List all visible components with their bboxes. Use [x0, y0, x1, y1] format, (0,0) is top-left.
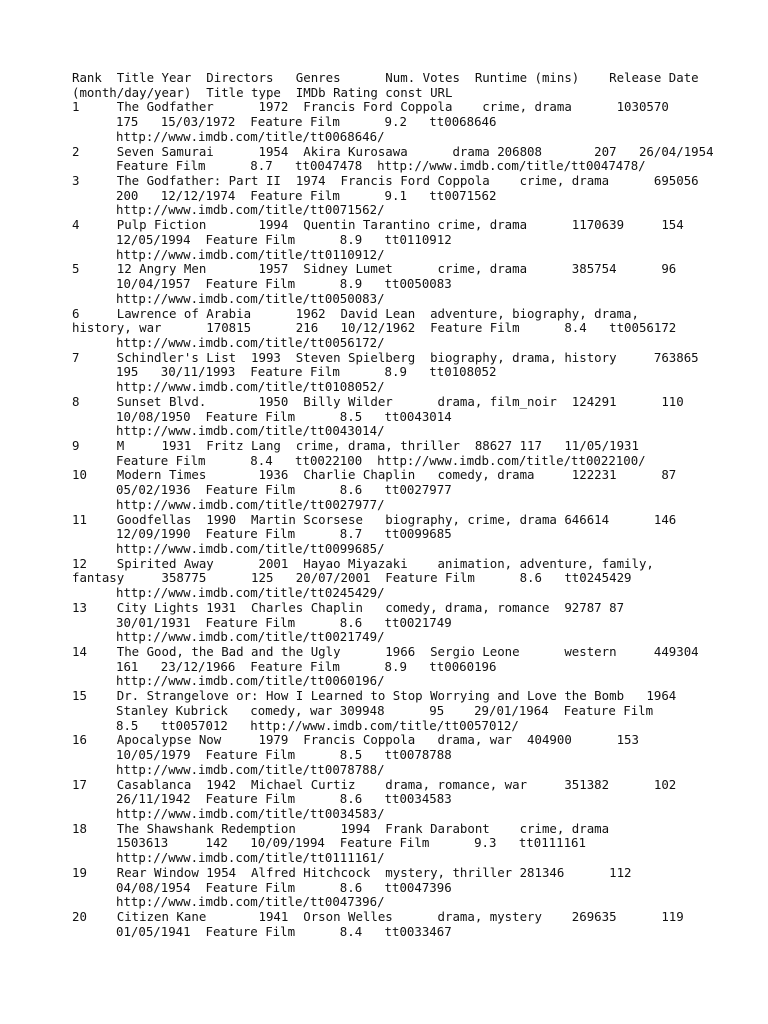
film-record: [72, 689, 712, 733]
header-line: Rank Title Year Directors Genres Num. Votes Runtime (mins) Release Date: [72, 70, 699, 85]
record-line: 12/09/1990 Feature Film 8.7 tt0099685: [116, 526, 452, 542]
record-line: 6 Lawrence of Arabia 1962 David Lean adventure, biography, drama,: [72, 305, 639, 321]
record-line: 1503613 142 10/09/1994 Feature Film 9.3 tt0111161: [116, 835, 586, 851]
film-record: [72, 778, 712, 822]
record-line: http://www.imdb.com/title/tt0043014/: [116, 423, 385, 439]
record-line: 12/05/1994 Feature Film 8.9 tt0110912: [116, 231, 452, 247]
record-line: http://www.imdb.com/title/tt0068646/: [116, 128, 385, 144]
record-line: 26/11/1942 Feature Film 8.6 tt0034583: [116, 791, 452, 807]
record-line: 14 The Good, the Bad and the Ugly 1966 Sergio Leone western 449304: [72, 644, 699, 660]
record-line: 8.5 tt0057012 http://www.imdb.com/title/tt0057012/: [116, 717, 519, 733]
record-line: http://www.imdb.com/title/tt0047396/: [116, 894, 385, 910]
record-line: 13 City Lights 1931 Charles Chaplin comedy, drama, romance 92787 87: [72, 599, 625, 615]
film-record: [72, 307, 712, 351]
record-line: fantasy 358775 125 20/07/2001 Feature Film 8.6 tt0245429: [72, 570, 632, 586]
record-line: 12 Spirited Away 2001 Hayao Miyazaki animation, adventure, family,: [72, 555, 654, 571]
record-line: 18 The Shawshank Redemption 1994 Frank Darabont crime, drama: [72, 820, 610, 836]
film-record: [72, 733, 712, 777]
record-line: 30/01/1931 Feature Film 8.6 tt0021749: [116, 614, 452, 630]
record-line: 11 Goodfellas 1990 Martin Scorsese biography, crime, drama 646614 146: [72, 511, 677, 527]
record-line: http://www.imdb.com/title/tt0071562/: [116, 202, 385, 218]
record-line: 1 The Godfather 1972 Francis Ford Coppola crime, drama 1030570: [72, 99, 669, 115]
record-line: 16 Apocalypse Now 1979 Francis Coppola drama, war 404900 153: [72, 732, 639, 748]
record-line: 8 Sunset Blvd. 1950 Billy Wilder drama, film_noir 124291 110: [72, 393, 684, 409]
record-line: 10/04/1957 Feature Film 8.9 tt0050083: [116, 276, 452, 292]
film-record: [72, 395, 712, 439]
film-record: [72, 439, 712, 468]
film-record: [72, 645, 712, 689]
records-list: [72, 100, 712, 939]
record-line: http://www.imdb.com/title/tt0021749/: [116, 629, 385, 645]
film-record: [72, 557, 712, 601]
film-record: [72, 513, 712, 557]
record-line: http://www.imdb.com/title/tt0078788/: [116, 761, 385, 777]
film-record: [72, 218, 712, 262]
film-record: [72, 822, 712, 866]
record-line: 15 Dr. Strangelove or: How I Learned to Stop Worrying and Love the Bomb 1964: [72, 688, 677, 704]
header-line: (month/day/year) Title type IMDb Rating const URL: [72, 84, 453, 100]
record-line: 175 15/03/1972 Feature Film 9.2 tt0068646: [116, 114, 497, 130]
record-line: 10 Modern Times 1936 Charlie Chaplin comedy, drama 122231 87: [72, 467, 677, 483]
record-line: 2 Seven Samurai 1954 Akira Kurosawa drama 206808 207 26/04/1954: [72, 143, 714, 159]
film-record: [72, 145, 712, 174]
record-line: 4 Pulp Fiction 1994 Quentin Tarantino crime, drama 1170639 154: [72, 217, 684, 233]
record-line: 3 The Godfather: Part II 1974 Francis Ford Coppola crime, drama 695056: [72, 173, 699, 189]
record-line: http://www.imdb.com/title/tt0110912/: [116, 246, 385, 262]
record-line: 04/08/1954 Feature Film 8.6 tt0047396: [116, 879, 452, 895]
record-line: http://www.imdb.com/title/tt0108052/: [116, 379, 385, 395]
film-record: [72, 262, 712, 306]
record-line: 05/02/1936 Feature Film 8.6 tt0027977: [116, 482, 452, 498]
record-line: Feature Film 8.7 tt0047478 http://www.imdb.com/title/tt0047478/: [116, 158, 646, 174]
record-line: 20 Citizen Kane 1941 Orson Welles drama, mystery 269635 119: [72, 908, 684, 924]
film-record: [72, 100, 712, 144]
record-line: 01/05/1941 Feature Film 8.4 tt0033467: [116, 923, 452, 939]
record-line: 19 Rear Window 1954 Alfred Hitchcock mystery, thriller 281346 112: [72, 864, 632, 880]
record-line: 17 Casablanca 1942 Michael Curtiz drama, romance, war 351382 102: [72, 776, 677, 792]
record-line: http://www.imdb.com/title/tt0060196/: [116, 673, 385, 689]
record-line: 200 12/12/1974 Feature Film 9.1 tt0071562: [116, 187, 497, 203]
record-line: Feature Film 8.4 tt0022100 http://www.imdb.com/title/tt0022100/: [116, 452, 646, 468]
record-line: 10/05/1979 Feature Film 8.5 tt0078788: [116, 747, 452, 763]
record-line: http://www.imdb.com/title/tt0245429/: [116, 585, 385, 601]
film-record: [72, 910, 712, 939]
record-line: 195 30/11/1993 Feature Film 8.9 tt0108052: [116, 364, 497, 380]
record-line: 9 M 1931 Fritz Lang crime, drama, thriller 88627 117 11/05/1931: [72, 437, 639, 453]
film-record: [72, 601, 712, 645]
record-line: 7 Schindler's List 1993 Steven Spielberg biography, drama, history 763865: [72, 349, 699, 365]
record-line: http://www.imdb.com/title/tt0056172/: [116, 334, 385, 350]
record-line: http://www.imdb.com/title/tt0099685/: [116, 541, 385, 556]
record-line: http://www.imdb.com/title/tt0050083/: [116, 290, 385, 306]
film-record: [72, 866, 712, 910]
record-line: http://www.imdb.com/title/tt0027977/: [116, 496, 385, 512]
record-line: 5 12 Angry Men 1957 Sidney Lumet crime, drama 385754 96: [72, 261, 677, 277]
record-line: http://www.imdb.com/title/tt0034583/: [116, 805, 385, 821]
film-record: [72, 468, 712, 512]
film-record: [72, 351, 712, 395]
record-line: 161 23/12/1966 Feature Film 8.9 tt0060196: [116, 658, 497, 674]
record-line: 10/08/1950 Feature Film 8.5 tt0043014: [116, 408, 452, 424]
record-line: http://www.imdb.com/title/tt0111161/: [116, 850, 385, 866]
document-text: [72, 71, 712, 939]
record-line: history, war 170815 216 10/12/1962 Feature Film 8.4 tt0056172: [72, 320, 677, 336]
film-record: [72, 174, 712, 218]
record-line: Stanley Kubrick comedy, war 309948 95 29/01/1964 Feature Film: [116, 702, 654, 718]
